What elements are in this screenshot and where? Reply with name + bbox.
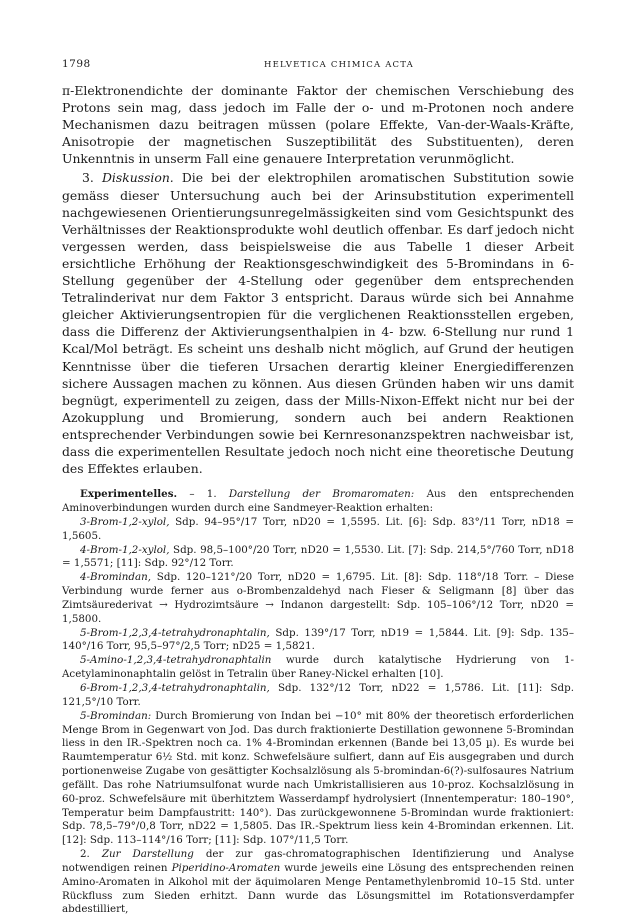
compound-name: 4-Bromindan, [80,571,152,584]
diskussion-body: Die bei der elektrophilen aromatischen Substitution sowie gemäss dieser Untersuchung auch bei der Arinsubstitution experimentell nachgewiesenen Orientierungsunregelmässigkeiten sind vom Gesichtspunkt des Verhältnisses der Reaktionsprodukte wohl deutlich offenbar. Es darf jedoch nicht vergessen werden, dass beispielsweise die aus Tabelle 1 dieser Arbeit ersichtliche Erhöhung der Reaktionsgeschwindigkeit des 5-Bromindans in 6-Stellung gegenüber der 4-Stellung oder gegenüber dem entsprechenden Tetralinderivat nur dem Faktor 3 entspricht. Daraus würde sich bei Annahme gleicher Aktivierungsentropien für die verglichenen Reaktionsstellen ergeben, dass die Differenz der Aktivierungsenthalpien in 4- bzw. 6-Stellung nur rund 1 Kcal/Mol beträgt. Es scheint uns deshalb nicht möglich, auf Grund der heutigen Kenntnisse über die tieferen Ursachen derartig kleiner Energiedifferenzen sichere Aussagen machen zu können. Aus diesen Gründen haben wir uns damit begnügt, experimentell zu zeigen, dass der Mills-Nixon-Effekt nicht nur bei der Azokupplung und Bromierung, sondern auch bei andern Reaktionen entsprechender Verbindungen sowie bei Kernresonanzspektren nachweisbar ist, dass die experimentellen Resultate jedoch noch nicht eine theoretische Deutung des Effektes erlauben. [62,170,574,477]
subsection-number: 2. [80,848,90,861]
compound-name: 5-Bromindan: [80,709,152,722]
subsection-title-bromaromaten: Darstellung der Bromaromaten: [228,488,415,501]
subsection-title-darstellung: Zur Darstellung [101,848,194,861]
compound-name: 3-Brom-1,2-xylol, [80,515,170,528]
main-text [62,82,574,477]
running-header [62,58,574,70]
compound-data: Sdp. 98,5–100°/20 Torr, nD20 = 1,5530. Lit. [7]: Sdp. 214,5°/760 Torr, nD18 = 1,5571; [11]: Sdp. 92°/12 Torr. [62,543,575,570]
subsection-title-piperidino: Piperidino-Aromaten [171,861,281,874]
subsection-number: – 1. [189,488,217,501]
section-number: 3. [82,170,94,186]
experimental-intro [62,488,574,516]
experimental-section [62,488,574,917]
compound-data: Durch Bromierung von Indan bei −10° mit 80% der theoretisch erforderlichen Menge Brom in Gegenwart von Jod. Das durch fraktionierte Destillation gewonnene 5-Bromindan liess in den IR.-Spektren noch ca. 1% 4-Bromindan erkennen (Bande bei 13,05 µ). Es wurde bei Raumtemperatur 6½ Std. mit konz. Schwefelsäure sulfiert, dann auf Eis ausgegraben und durch portionenweise Zugabe von gesättigter Kochsalzlösung als 5-bromindan-6(?)-sulfosaures Natrium gefällt. Das rohe Natriumsulfonat wurde nach Umkristallisieren aus 10-proz. Kochsalzlösung in 60-proz. Schwefelsäure mit überhitztem Wasserdampf hydrolysiert (Innentemperatur: 180–190°, Temperatur beim Dampfaustritt: 140°). Das zurückgewonnene 5-Bromindan wurde fraktioniert: Sdp. 78,5–79°/0,8 Torr, nD22 = 1,5805. Das IR.-Spektrum liess kein 4-Bromindan erkennen. Lit. [12]: Sdp. 113–114°/16 Torr; [11]: Sdp. 107°/11,5 Torr. [62,709,574,847]
entry-5-bromindan [62,710,574,848]
entry-5-brom-tetrahydronaphtalin [62,627,574,655]
paragraph-diskussion [62,169,574,477]
section-2-piperidino [62,848,574,917]
compound-name: 6-Brom-1,2,3,4-tetrahydronaphtalin, [80,681,270,694]
compound-name: 5-Brom-1,2,3,4-tetrahydronaphtalin, [80,626,270,639]
paragraph-nmr-discussion: π-Elektronendichte der dominante Faktor der chemischen Verschiebung des Protons sein mag, dass jedoch im Falle der o- und m-Protonen noch andere Mechanismen dazu beitragen müssen (polare Effekte, Van-der-Waals-Kräfte, Anisotropie der magnetischen Suszeptibilität des Substituenten), deren Unkenntnis in unserm Fall eine genauere Interpretation verunmöglicht. [62,83,574,167]
entry-5-amino-tetrahydronaphtalin [62,654,574,682]
entry-3-brom-xylol [62,516,574,544]
compound-data: wurde durch katalytische Hydrierung von 1-Acetylaminonaphtalin gelöst in Tetralin über Raney-Nickel erhalten [10]. [62,654,574,681]
compound-data: Sdp. 120–121°/20 Torr, nD20 = 1,6795. Lit. [8]: Sdp. 118°/18 Torr. – Diese Verbindung wurde ferner aus o-Brombenzaldehyd nach Fieser & Seligmann [8] über das Zimtsäurederivat → Hydrozimtsäure → Indanon dargestellt: Sdp. 105–106°/12 Torr, nD20 = 1,5800. [62,571,574,625]
compound-name: 5-Amino-1,2,3,4-tetrahydronaphtalin [80,654,272,667]
experimental-intro-text: Aus den entsprechenden Aminoverbindungen wurden durch eine Sandmeyer-Reaktion erhalten: [62,488,574,514]
journal-title: HELVETICA CHIMICA ACTA [263,60,414,70]
compound-data: Sdp. 94–95°/17 Torr, nD20 = 1,5595. Lit. [6]: Sdp. 83°/11 Torr, nD18 = 1,5605. [62,515,574,542]
entry-4-bromindan [62,571,574,626]
section-title-diskussion: Diskussion. [101,170,174,186]
compound-data: Sdp. 132°/12 Torr, nD22 = 1,5786. Lit. [11]: Sdp. 121,5°/10 Torr. [62,681,574,708]
page-number: 1798 [62,58,91,70]
subsection-text: wurde jeweils eine Lösung des entsprechenden reinen Amino-Aromaten in Alkohol mit der äquimolaren Menge Pentamethylenbromid 10–15 Std. unter Rückfluss zum Sieden erhitzt. Dann wurde das Lösungsmittel im Rotationsverdampfer abdestilliert, [62,861,575,916]
experimental-heading: Experimentelles. [80,488,178,501]
entry-4-brom-xylol [62,544,574,572]
compound-name: 4-Brom-1,2-xylol, [80,543,170,556]
subsection-text: der zur gas-chromatographischen Identifizierung und Analyse notwendigen reinen [62,848,574,874]
compound-data: Sdp. 139°/17 Torr, nD19 = 1,5844. Lit. [9]: Sdp. 135–140°/16 Torr, 95,5–97°/2,5 Torr; nD25 = 1,5821. [62,626,574,653]
entry-6-brom-tetrahydronaphtalin [62,682,574,710]
